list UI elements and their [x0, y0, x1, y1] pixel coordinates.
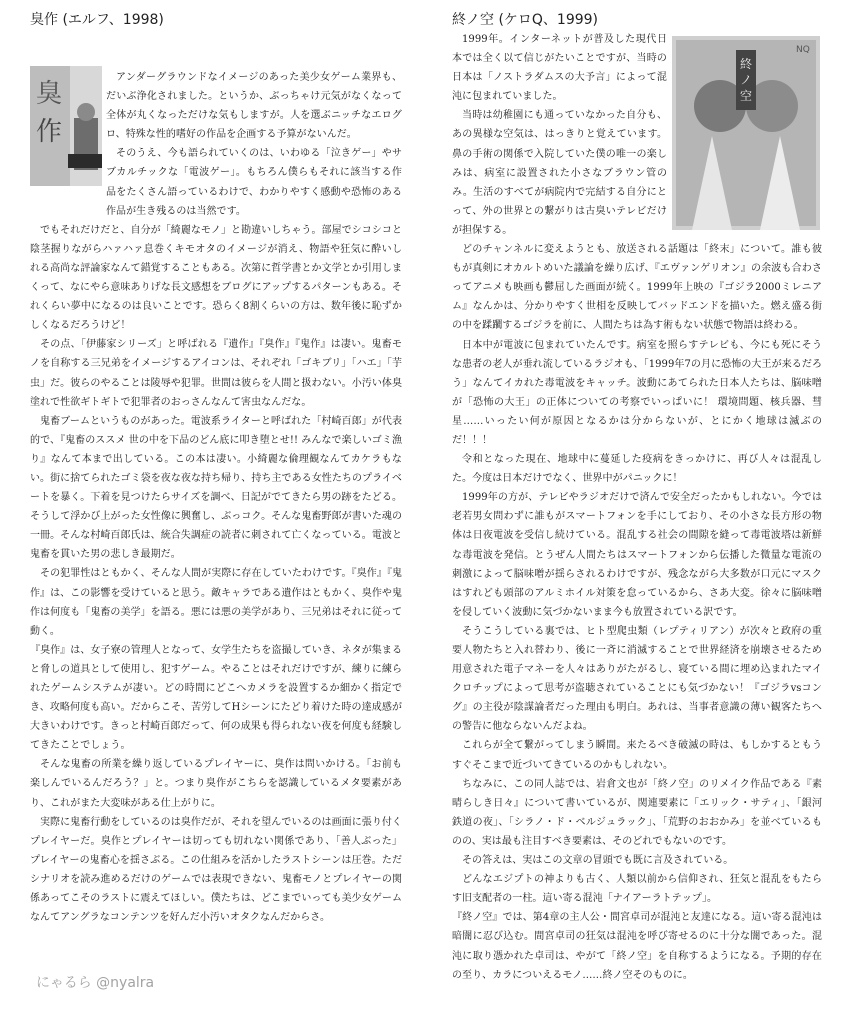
cover-glyph-5: 空: [740, 89, 753, 103]
right-title: 終ノ空 (ケロQ、1999): [452, 12, 599, 28]
cover-glyph-6: NQ: [796, 45, 810, 55]
left-paragraph: でもそれだけだと、自分が「綺麗なモノ」と勘違いしちゃう。部屋でシコシコと陰茎握りながらハァハァ息巻くキモオタのイメージが消え、物語や狂気に酔いしれる高尚な評論家なんて錯覚することもある。次第に哲学書とか文学とか引用しまくって、なにやら意味ありげな長文感想をブログにアップするパターンもある。それくらい夢中になるのは良いことです。恐らく8割くらいの方は、数年後に恥ずかしくなるだろうけど！: [30, 224, 402, 332]
left-paragraph: そんな鬼畜の所業を繰り返しているプレイヤーに、臭作は問いかける。「お前も楽しんでいるんだろう？」と。つまり臭作がこちらを認識しているメタ要素があり、これがまた大変味がある仕上がりに。: [30, 759, 402, 809]
right-paragraph: 日本中が電波に包まれていたんです。病室を照らすテレビも、今にも死にそうな患者の老人が垂れ流しているラジオも、「1999年7の月に恐怖の大王が来るだろう」なんてイカれた毒電波をキャッチ。波動にあてられた日本人たちは、脳味噌が「恐怖の大王」の正体についての考察でいっぱいに！ 環境問題、核兵器、彗星……いったい何が原因となるかは分からないが、とにかく地球は滅ぶのだ！！！: [452, 339, 822, 446]
cover-glyph-4: ノ: [740, 73, 753, 87]
left-paragraph: その犯罪性はともかく、そんな人間が実際に存在していたわけです。『臭作』『鬼作』は、この影響を受けていると思う。敵キャラである遺作はともかく、臭作や鬼作は何度も「鬼畜の美学」を語る。悪には悪の美学があり、三兄弟はそれに従って動く。: [30, 568, 402, 637]
left-paragraph: その点、「伊藤家シリーズ」と呼ばれる『遺作』『臭作』『鬼作』は凄い。鬼畜モノを自称する三兄弟をイメージするアイコンは、それぞれ「ゴキブリ」「ハエ」「芋虫」だ。彼らのやることは陵辱や犯罪。世間は彼らを人間と扱わない。小汚い体臭塗れで性欲ギトギトで犯罪者のおっさんなんて害虫なんだな。: [30, 339, 402, 408]
right-paragraph: 当時は幼稚園にも通っていなかった自分も、あの異様な空気は、はっきりと覚えています。鼻の手術の関係で入院していた僕の唯一の楽しみは、病室に設置された小さなブラウン管のみ。生活のすべてが病院内で完結する自分にとって、外の世界との繋がりは古臭いテレビだけが担保する。: [452, 110, 667, 236]
right-paragraph: 『終ノ空』では、第4章の主人公・間宮卓司が混沌と友達になる。這い寄る混沌は暗闇に忍び込む。間宮卓司の狂気は混沌を呼び寄せるのに十分な闇であった。混沌に取り憑かれた卓司は、やがて「終ノ空」を自称するようになる。予期的存在の至り、カラについえるモノ……終ノ空そのものに。: [452, 912, 822, 981]
right-paragraph: そうこうしている裏では、ヒト型爬虫類（レプティリアン）が次々と政府の重要人物たちと入れ替わり、後に一斉に消滅することで世界経済を崩壊させるため用意された電子マネーを人々はありがたがるし、寝ている間に埋め込まれたマイクロチップによって思考が盗聴されていることにも気づかない！『ゴジラvsコング』の主役が陰謀論者だった理由も明白。あれは、当事者意識の薄い観客たちへの警告に他ならないんだよね。: [452, 625, 822, 733]
right-paragraph: その答えは、実はこの文章の冒頭でも既に言及されている。: [462, 855, 734, 867]
right-article-body: [452, 30, 822, 985]
left-paragraph: 『臭作』は、女子寮の管理人となって、女学生たちを盗撮していき、ネタが集まると脅しの道具として使用し、犯すゲーム。やることはそれだけですが、練りに練られたゲームシステムが凄い。どの時間にどこへカメラを設置するか細かく指定でき、攻略何度も高い。だからこそ、苦労してHシーンにたどり着けた時の達成感が大きいわけです。きっと村崎百郎だって、何の成果も得られない夜を何度も経験してきたことでしょう。: [30, 644, 402, 752]
right-paragraph: これらが全て繋がってしまう瞬間。来たるべき破滅の時は、もしかするともうすぐそこまで近づいてきているのかもしれない。: [452, 740, 822, 771]
cover-glyph-1: 臭: [36, 79, 63, 109]
right-paragraph: どのチャンネルに変えようとも、放送される話題は「終末」について。誰も彼もが真剣にオカルトめいた議論を繰り広げ、『エヴァンゲリオン』の余波も合わさってアニメも映画も鬱屈した画面が続く。1999年上映の『ゴジラ2000ミレニアム』なんかは、分かりやすく世相を反映してバッドエンドを描いた。燃え盛る街の中を蹂躙するゴジラを前に、人間たちは為す術もない状態で物語は終わる。: [452, 244, 822, 332]
right-paragraph: 令和となった現在、地球中に蔓延した疫病をきっかけに、再び人々は混乱した。今度は日本だけでなく、世界中がパニックに！: [452, 454, 822, 485]
cover-glyph-3: 終: [740, 57, 753, 71]
left-paragraph: 実際に鬼畜行動をしているのは臭作だが、それを望んでいるのは画面に張り付くプレイヤーだ。臭作とプレイヤーは切っても切れない関係であり、「善人ぶった」プレイヤーの鬼畜心を揺さぶる。この仕組みを活かしたラストシーンは圧巻。ただシナリオを読み進めるだけのゲームでは表現できない、鬼畜モノとプレイヤーの関係あってこそのラストに震えてほしい。僕たちは、どこまでいっても美少女ゲームなんてアングラなコンテンツを好んだ小汚いオタクなんだからさ。: [30, 816, 402, 924]
author-signature: にゃるら @nyalra: [36, 975, 155, 991]
left-paragraph: 鬼畜ブームというものがあった。電波系ライターと呼ばれた「村崎百郎」が代表的で、『鬼畜のススメ 世の中を下品のどん底に叩き堕とせ!! みんなで楽しいゴミ漁り』なんて本まで出している。この本は凄い。小綺麗な倫理観なんてカケラもない。街に捨てられたゴミ袋を夜な夜な持ち帰り、持ち主である女性たちのプライベートを暴く。下着を見つけたらサイズを調べ、日記がでてきたら男の跡をたどる。そうして浮かび上がった女性像に興奮し、ぶっコク。そんな鬼畜野郎が書いた魂の一冊。そんな村崎百郎氏は、統合失調症の読者に刺されて亡くなっている。電波と鬼畜を貫いた男の悲しき最期だ。: [30, 415, 402, 561]
left-article-body: [30, 30, 402, 927]
left-title: 臭作 (エルフ、1998): [30, 12, 164, 28]
left-paragraph: アンダーグラウンドなイメージのあった美少女ゲーム業界も、だいぶ浄化されました。というか、ぶっちゃけ元気がなくなって全体が丸くなっただけな気もしますが。人を選ぶニッチなエログロ、特殊な性的嗜好の作品を企画する予算がないんだ。: [106, 72, 402, 141]
right-paragraph: 1999年。インターネットが普及した現代日本では全く以て信じがたいことですが、当時の日本は「ノストラダムスの大予言」によって混沌に包まれていました。: [452, 34, 667, 103]
left-paragraph: そのうえ、今も語られていくのは、いわゆる「泣きゲー」やサブカルチックな「電波ゲー」。もちろん僕らもそれに該当する作品をたくさん語っているわけで、わかりやすく感動や恐怖のある作品が生き残るのは当然です。: [106, 148, 402, 217]
right-paragraph: ちなみに、この同人誌では、岩倉文也が「終ノ空」のリメイク作品である『素晴らしき日々』について書いているが、関連要素に「エリック・サティ」、「銀河鉄道の夜」、「シラノ・ド・ベルジュラック」、「荒野のおおかみ」を並べているものの、実は最も注目すべき要素は、そのどれでもないのです。: [452, 778, 822, 847]
right-paragraph: 1999年の方が、テレビやラジオだけで済んで安全だったかもしれない。今では老若男女問わずに誰もがスマートフォンを手にしており、その小さな長方形の物体は日夜電波を受信し続けている。混乱する社会の間隙を縫って毒電波塔は新鮮な毒電波を発信。とうぜん人間たちはスマートフォンから伝播した微量な電流の刺激によって脳味噌が揺らされるわけですが、残念ながら大多数が口元にマスクはすれども頭部のアルミホイル対策を怠っているから、さあ大変。徐々に脳味噌を侵していく波動に気づかないまま今も放置されている訳です。: [452, 492, 822, 618]
cover-glyph-2: 作: [36, 117, 63, 147]
right-paragraph: どんなエジプトの神よりも古く、人類以前から信仰され、狂気と混乱をもたらす旧支配者の一柱。這い寄る混沌「ナイアーラトテップ」。: [452, 874, 822, 905]
